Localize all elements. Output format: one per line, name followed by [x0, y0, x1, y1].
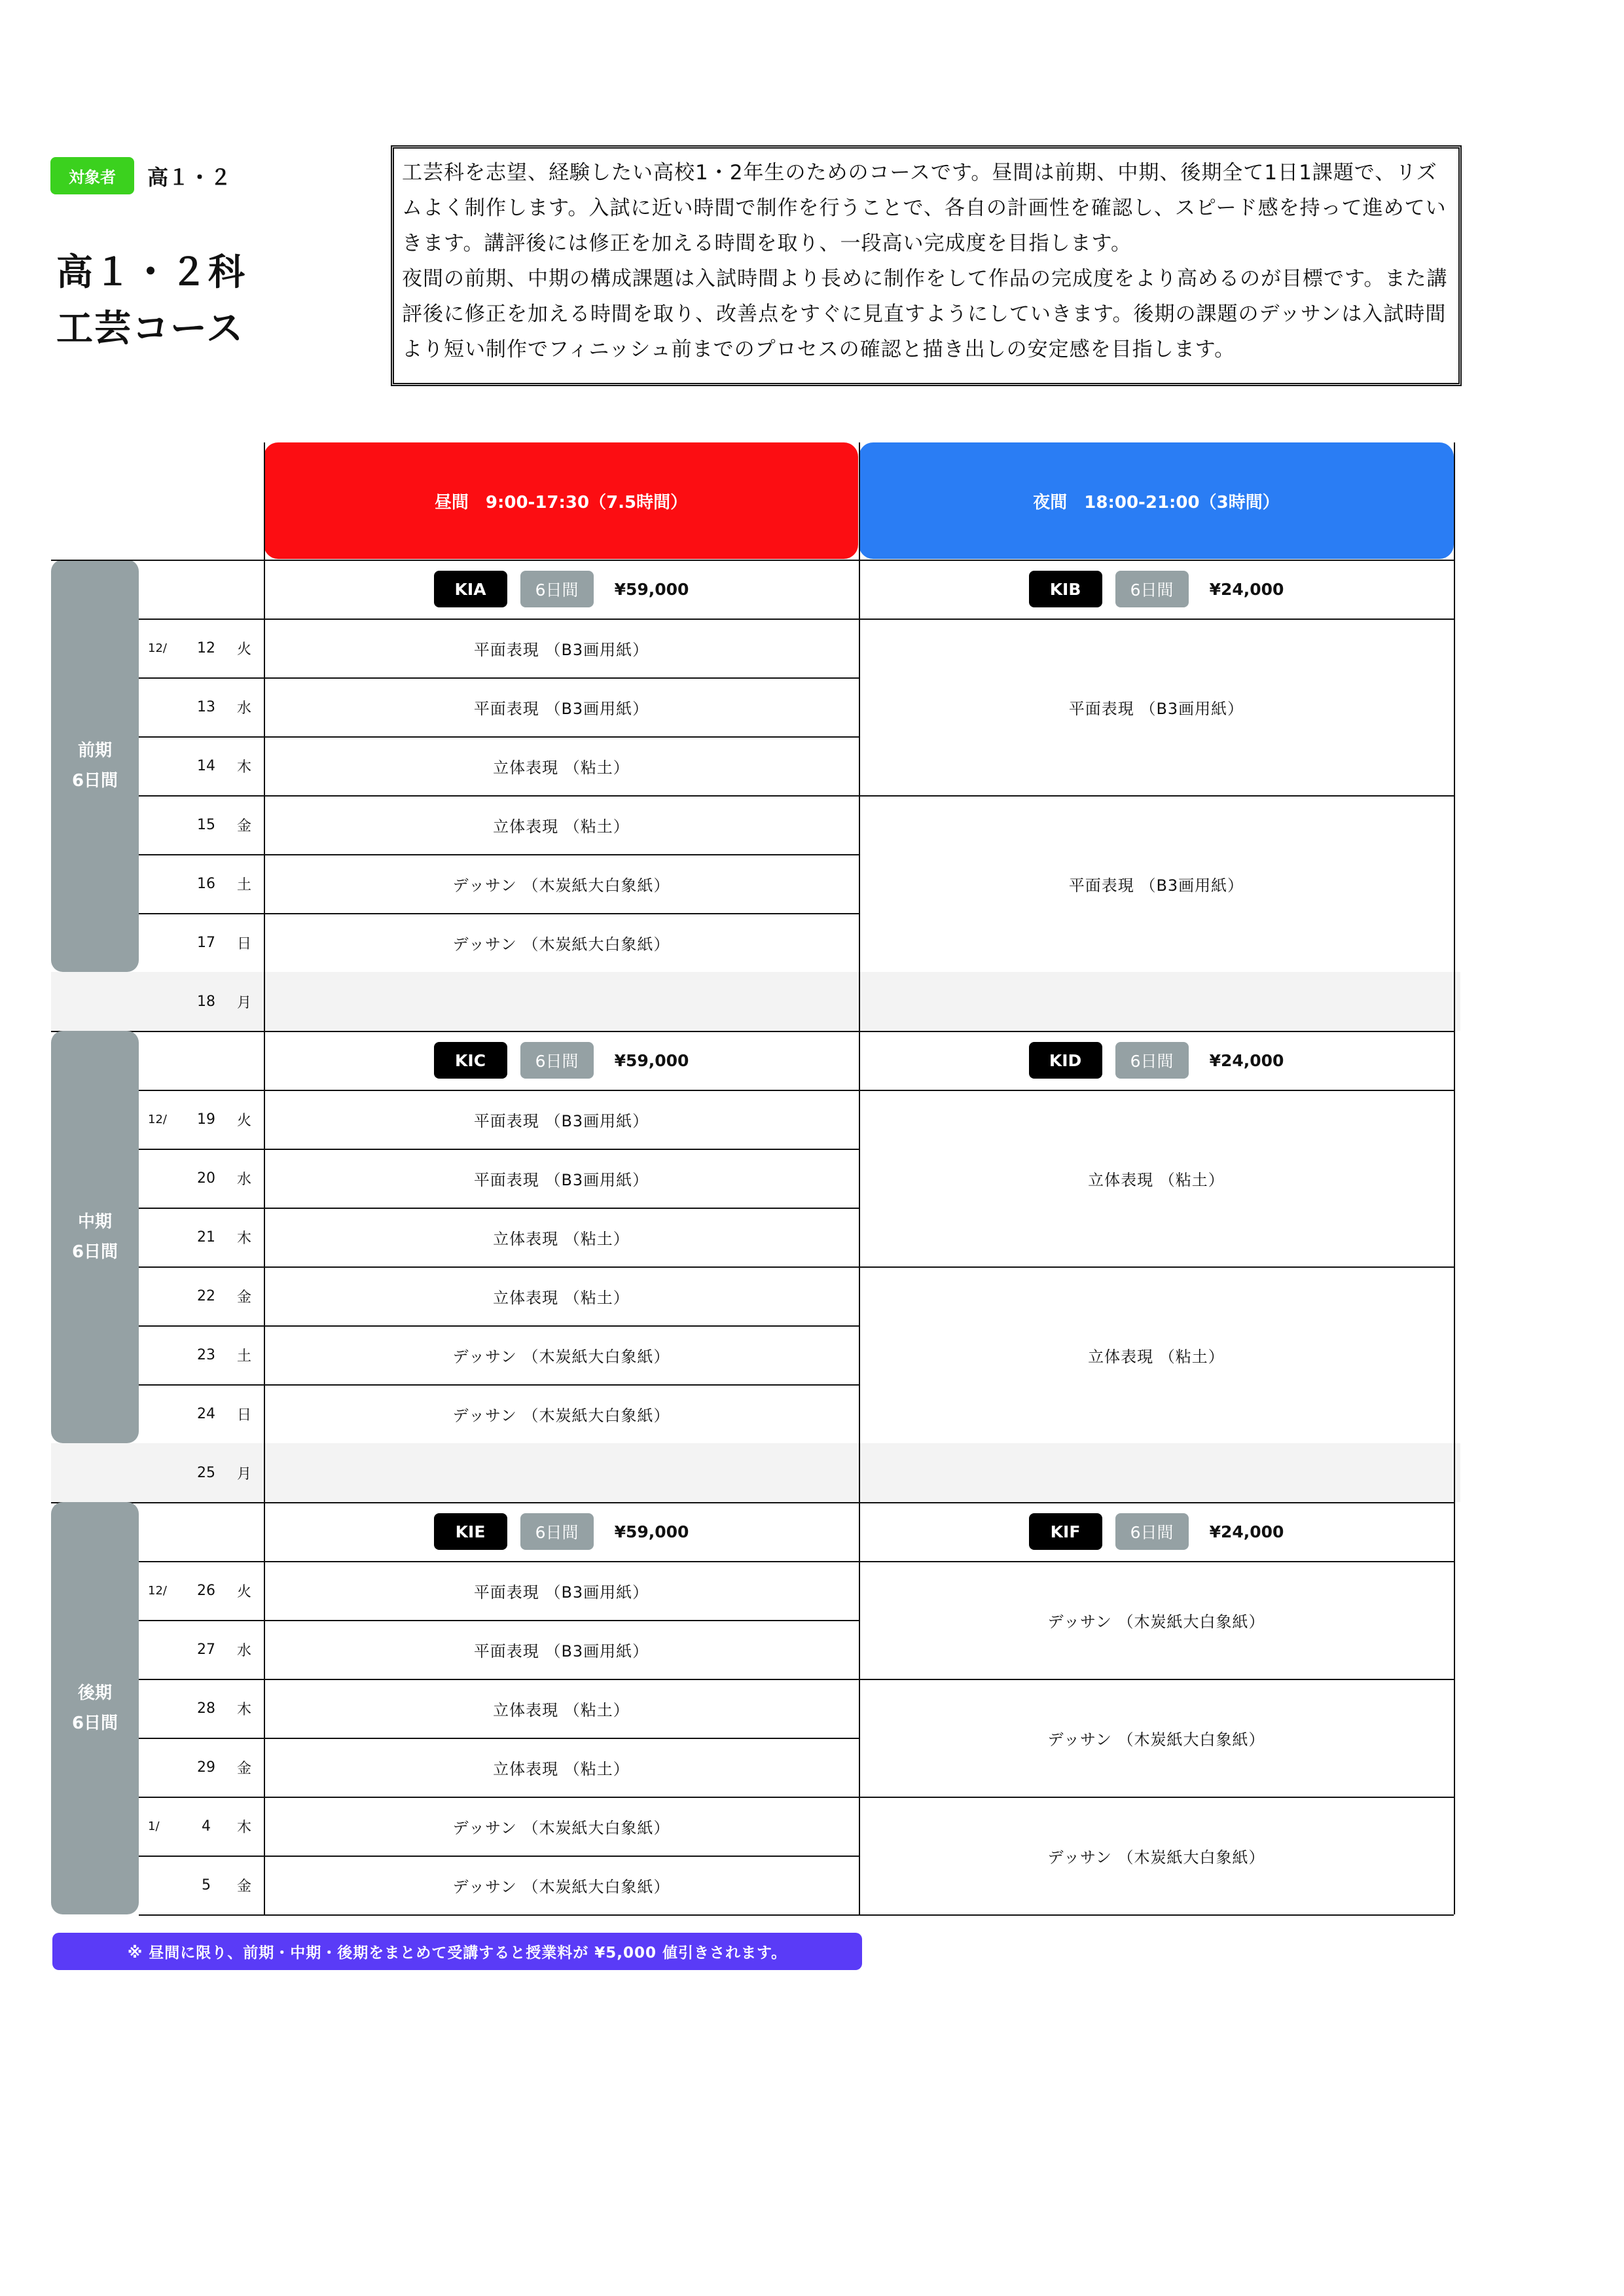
- column-divider: [264, 442, 265, 1914]
- date-day: 17: [197, 934, 215, 951]
- date-cell: [139, 619, 264, 677]
- course-price: ¥59,000: [614, 1522, 689, 1541]
- night-task-cell: デッサン （木炭紙大白象紙）: [1047, 1848, 1265, 1867]
- course-price: ¥24,000: [1209, 1522, 1284, 1541]
- date-weekday: 火: [237, 1112, 252, 1129]
- course-code-badge: KIA: [434, 571, 507, 607]
- day-task-cell: デッサン （木炭紙大白象紙）: [452, 1877, 670, 1896]
- page-title-line2: 工芸コース: [56, 308, 245, 350]
- date-weekday: 日: [237, 1407, 252, 1424]
- term-duration: 6日間: [71, 771, 118, 791]
- duration-badge: 6日間: [1115, 1042, 1189, 1079]
- date-month: 12/: [148, 1112, 167, 1126]
- date-cell: [139, 913, 264, 972]
- date-weekday: 水: [237, 1171, 252, 1188]
- date-cell: [139, 1208, 264, 1266]
- date-cell: [139, 736, 264, 795]
- date-cell: [139, 677, 264, 736]
- date-cell: [139, 1561, 264, 1620]
- duration-badge: 6日間: [520, 1042, 594, 1079]
- date-day: 5: [202, 1876, 211, 1893]
- night-task-cell: 平面表現 （B3画用紙）: [1068, 876, 1244, 895]
- course-code-badge: KID: [1029, 1042, 1102, 1079]
- duration-badge: 6日間: [520, 571, 594, 607]
- night-task-cell: 平面表現 （B3画用紙）: [1068, 699, 1244, 718]
- day-task-cell: 平面表現 （B3画用紙）: [473, 699, 649, 718]
- date-weekday: 木: [237, 759, 252, 776]
- day-course-code-row: [264, 1502, 859, 1561]
- day-task-cell: デッサン （木炭紙大白象紙）: [452, 935, 670, 954]
- date-weekday: 月: [237, 1465, 252, 1482]
- date-month: 12/: [148, 1583, 167, 1598]
- date-day: 22: [197, 1287, 215, 1304]
- course-price: ¥59,000: [614, 1050, 689, 1070]
- day-task-cell: 立体表現 （粘土）: [493, 817, 630, 836]
- date-day: 12: [197, 639, 215, 656]
- date-weekday: 水: [237, 700, 252, 717]
- course-code-badge: KIC: [434, 1042, 507, 1079]
- date-cell: [139, 1325, 264, 1384]
- date-day: 16: [197, 875, 215, 892]
- date-day: 14: [197, 757, 215, 774]
- date-cell: [139, 1738, 264, 1797]
- date-cell: [139, 1266, 264, 1325]
- description-paragraph-1: 工芸科を志望、経験したい高校1・2年生のためのコースです。昼間は前期、中期、後期全て1日1課題で、リズムよく制作します。入試に近い時間で制作を行うことで、各自の計画性を確認し、スピード感を持って進めていきます。講評後には修正を加える時間を取り、一段高い完成度を目指します。: [402, 161, 1447, 255]
- day-course-code-row: [264, 560, 859, 619]
- night-course-code-row: [859, 560, 1454, 619]
- day-task-cell: 平面表現 （B3画用紙）: [473, 640, 649, 659]
- date-cell: [139, 1149, 264, 1208]
- date-weekday: 火: [237, 1583, 252, 1600]
- term-name: 前期: [77, 741, 112, 761]
- course-price: ¥24,000: [1209, 1050, 1284, 1070]
- target-label-badge: 対象者: [50, 157, 134, 194]
- duration-badge: 6日間: [520, 1513, 594, 1550]
- date-weekday: 金: [237, 1878, 252, 1895]
- day-task-cell: デッサン （木炭紙大白象紙）: [452, 876, 670, 895]
- date-weekday: 木: [237, 1819, 252, 1836]
- date-cell: [139, 1443, 264, 1502]
- date-cell: [139, 1620, 264, 1679]
- night-task-cell: 立体表現 （粘土）: [1088, 1170, 1225, 1189]
- day-task-cell: 立体表現 （粘土）: [493, 1759, 630, 1778]
- day-course-code-row: [264, 1031, 859, 1090]
- date-day: 15: [197, 816, 215, 833]
- term-tab: [51, 560, 139, 972]
- day-task-cell: 立体表現 （粘土）: [493, 1700, 630, 1719]
- date-day: 29: [197, 1759, 215, 1776]
- duration-badge: 6日間: [1115, 571, 1189, 607]
- date-weekday: 月: [237, 994, 252, 1011]
- date-weekday: 火: [237, 641, 252, 658]
- date-cell: [139, 972, 264, 1031]
- day-task-cell: 平面表現 （B3画用紙）: [473, 1111, 649, 1130]
- table-top-border: [51, 560, 1454, 561]
- day-task-cell: 平面表現 （B3画用紙）: [473, 1170, 649, 1189]
- discount-note: ※ 昼間に限り、前期・中期・後期をまとめて受講すると授業料が ¥5,000 値引きされます。: [52, 1933, 862, 1970]
- date-weekday: 金: [237, 817, 252, 834]
- night-course-code-row: [859, 1031, 1454, 1090]
- date-weekday: 木: [237, 1230, 252, 1247]
- page-title-line1: 高１・２科: [56, 251, 246, 294]
- course-code-badge: KIE: [434, 1513, 507, 1550]
- date-day: 23: [197, 1346, 215, 1363]
- day-task-cell: 平面表現 （B3画用紙）: [473, 1583, 649, 1602]
- row-divider: [859, 1914, 1454, 1916]
- row-divider: [139, 1914, 859, 1916]
- date-day: 4: [202, 1818, 211, 1835]
- date-weekday: 水: [237, 1642, 252, 1659]
- date-cell: [139, 1090, 264, 1149]
- night-task-cell: デッサン （木炭紙大白象紙）: [1047, 1612, 1265, 1631]
- date-cell: [139, 795, 264, 854]
- day-task-cell: デッサン （木炭紙大白象紙）: [452, 1347, 670, 1366]
- date-cell: [139, 1679, 264, 1738]
- date-weekday: 土: [237, 876, 252, 893]
- day-task-cell: 立体表現 （粘土）: [493, 1288, 630, 1307]
- date-day: 18: [197, 993, 215, 1010]
- day-task-cell: 立体表現 （粘土）: [493, 1229, 630, 1248]
- date-weekday: 金: [237, 1289, 252, 1306]
- date-cell: [139, 1384, 264, 1443]
- day-task-cell: 平面表現 （B3画用紙）: [473, 1641, 649, 1660]
- course-code-badge: KIB: [1029, 571, 1102, 607]
- day-task-cell: デッサン （木炭紙大白象紙）: [452, 1818, 670, 1837]
- daytime-header: 昼間 9:00-17:30（7.5時間）: [264, 442, 858, 559]
- date-day: 20: [197, 1170, 215, 1187]
- date-day: 25: [197, 1464, 215, 1481]
- term-name: 後期: [77, 1683, 112, 1703]
- date-cell: [139, 1856, 264, 1914]
- date-day: 27: [197, 1641, 215, 1658]
- date-day: 19: [197, 1111, 215, 1128]
- day-task-cell: デッサン （木炭紙大白象紙）: [452, 1406, 670, 1425]
- course-code-badge: KIF: [1029, 1513, 1102, 1550]
- date-cell: [139, 1797, 264, 1856]
- column-divider: [1454, 442, 1455, 1914]
- date-weekday: 日: [237, 935, 252, 952]
- date-day: 24: [197, 1405, 215, 1422]
- term-tab: [51, 1502, 139, 1914]
- night-task-cell: デッサン （木炭紙大白象紙）: [1047, 1730, 1265, 1749]
- date-weekday: 木: [237, 1701, 252, 1718]
- date-month: 12/: [148, 641, 167, 655]
- night-task-cell: 立体表現 （粘土）: [1088, 1347, 1225, 1366]
- term-duration: 6日間: [71, 1713, 118, 1733]
- day-task-cell: 立体表現 （粘土）: [493, 758, 630, 777]
- description-paragraph-2: 夜間の前期、中期の構成課題は入試時間より長めに制作をして作品の完成度をより高めるのが目標です。また講評後に修正を加える時間を取り、改善点をすぐに見直すようにしていきます。後期の課題のデッサンは入試時間より短い制作でフィニッシュ前までのプロセスの確認と描き出しの安定感を目指します。: [402, 267, 1448, 361]
- course-price: ¥24,000: [1209, 579, 1284, 599]
- date-day: 26: [197, 1582, 215, 1599]
- night-header: 夜間 18:00-21:00（3時間）: [859, 442, 1454, 559]
- date-cell: [139, 854, 264, 913]
- target-grade: 高１・２: [147, 165, 232, 190]
- duration-badge: 6日間: [1115, 1513, 1189, 1550]
- column-divider: [859, 442, 860, 1914]
- date-weekday: 金: [237, 1760, 252, 1777]
- term-duration: 6日間: [71, 1242, 118, 1262]
- date-weekday: 土: [237, 1348, 252, 1365]
- course-price: ¥59,000: [614, 579, 689, 599]
- night-course-code-row: [859, 1502, 1454, 1561]
- date-day: 28: [197, 1700, 215, 1717]
- term-tab: [51, 1031, 139, 1443]
- date-day: 13: [197, 698, 215, 715]
- term-name: 中期: [77, 1212, 112, 1232]
- date-day: 21: [197, 1229, 215, 1246]
- date-month: 1/: [148, 1819, 160, 1833]
- course-description: [391, 145, 1462, 386]
